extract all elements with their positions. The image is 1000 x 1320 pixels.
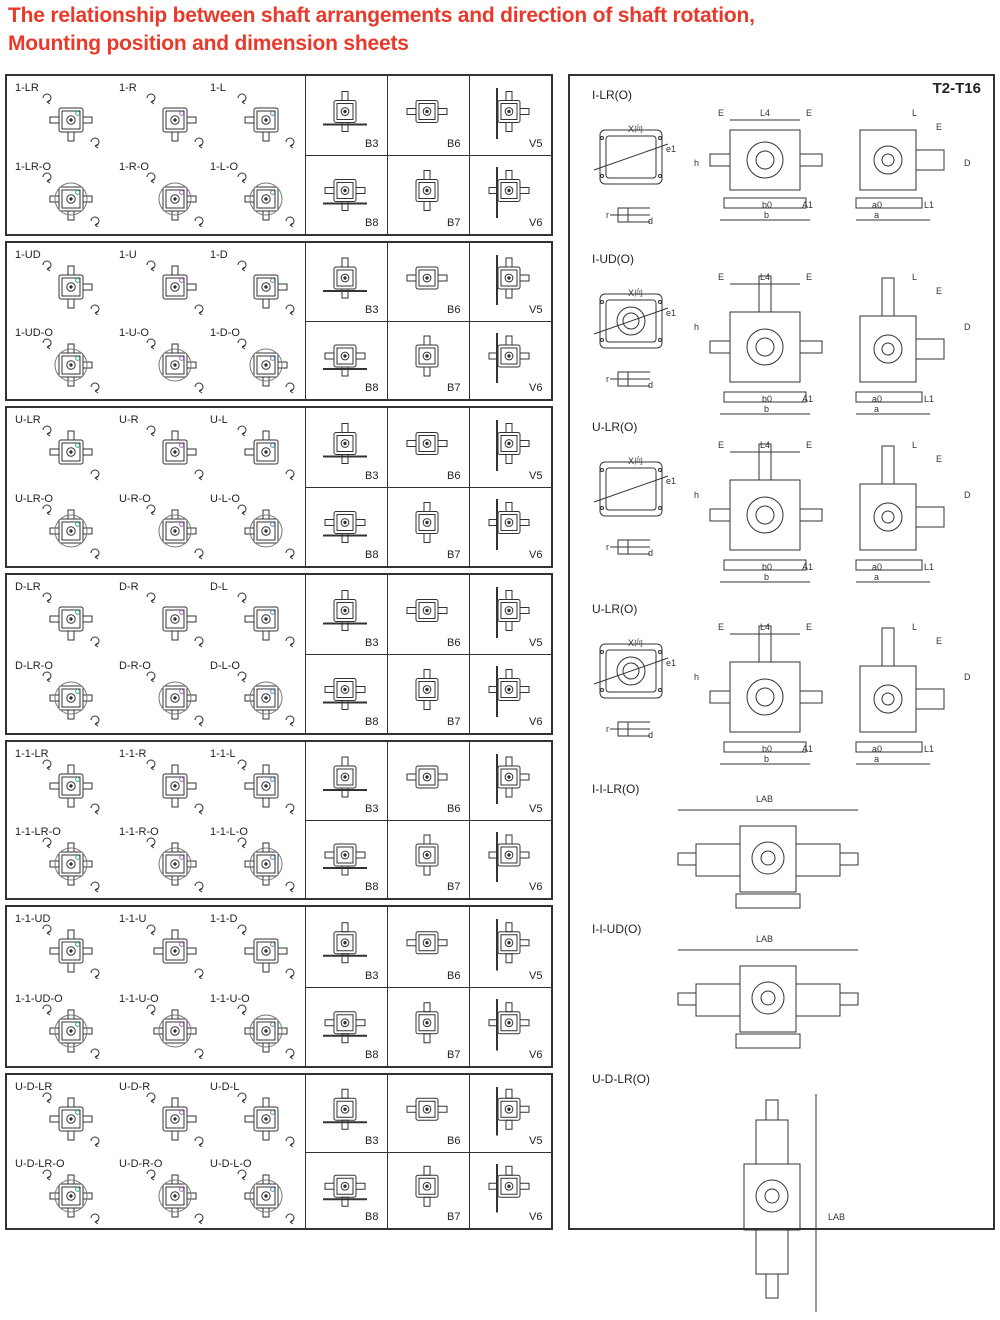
arrangement-diagram <box>137 832 213 896</box>
dimension-label: r <box>606 542 609 552</box>
dimension-label: L <box>912 108 918 118</box>
arrangement-label: U-D-L-O <box>210 1157 252 1170</box>
dimension-label: d <box>648 548 654 558</box>
dimension-label: X向 <box>628 288 644 298</box>
arrangement-label: U-L <box>210 414 228 426</box>
mounting-position-label: B7 <box>447 382 461 394</box>
dimension-label: a <box>874 754 880 764</box>
arrangement-label: 1-1-UD <box>15 913 51 925</box>
arrangement-label: 1-LR <box>15 82 39 94</box>
dimension-label: b <box>764 572 770 582</box>
section-title: U-D-LR(O) <box>592 1072 650 1086</box>
arrangement-group <box>5 905 553 1068</box>
mounting-position-label: V6 <box>529 716 543 728</box>
arrangement-label: 1-1-LR-O <box>15 826 61 838</box>
mounting-position-label: V5 <box>529 803 543 815</box>
arrangement-label: U-D-L <box>210 1081 240 1093</box>
mounting-position-label: V6 <box>529 1049 543 1061</box>
mounting-position-label: B8 <box>365 217 379 229</box>
dimension-label: b0 <box>762 394 773 404</box>
dimension-label: D <box>964 672 971 682</box>
mounting-position-label: B3 <box>365 969 379 982</box>
arrangement-diagram <box>137 333 213 397</box>
arrangement-diagram <box>33 919 109 983</box>
dimension-label: L1 <box>924 200 935 210</box>
dimension-label: b0 <box>762 562 773 572</box>
dimension-label: a <box>874 572 880 582</box>
grid-divider <box>305 321 551 322</box>
dimension-label: L <box>912 272 918 282</box>
dimension-label: h <box>694 158 700 168</box>
mounting-position-label: B6 <box>447 637 461 649</box>
dimension-label: a0 <box>872 744 883 754</box>
arrangement-label: 1-UD <box>15 249 41 261</box>
dimension-label: L4 <box>760 440 771 450</box>
page-title-line2: Mounting position and dimension sheets <box>8 32 409 55</box>
section-title: I-LR(O) <box>592 88 632 102</box>
arrangement-label: 1-D <box>210 249 228 261</box>
arrangement-diagram <box>33 999 109 1063</box>
dimension-label: e1 <box>666 144 677 154</box>
dimension-label: E <box>806 440 813 450</box>
mounting-position-label: B8 <box>365 549 379 561</box>
combined-view <box>720 1090 910 1320</box>
arrangement-diagram <box>137 1087 213 1151</box>
dimension-label: L4 <box>760 108 771 118</box>
arrangement-label: U-R-O <box>119 493 151 505</box>
arrangement-diagram <box>228 420 304 484</box>
grid-divider <box>305 820 551 821</box>
arrangement-label: 1-L <box>210 82 226 94</box>
arrangement-label: 1-U-O <box>119 327 149 339</box>
arrangement-diagram <box>137 587 213 651</box>
arrangement-label: 1-1-UD-O <box>15 992 63 1005</box>
mounting-position-label: B7 <box>447 716 461 728</box>
dimension-label: D <box>964 158 971 168</box>
arrangement-diagram <box>228 255 304 319</box>
arrangement-diagram <box>137 754 213 818</box>
arrangement-diagram <box>228 1164 304 1228</box>
mounting-position-label: B8 <box>365 1211 379 1223</box>
dimension-label: L4 <box>760 622 771 632</box>
arrangement-label: 1-R-O <box>119 161 149 173</box>
dimension-label: L1 <box>924 744 935 754</box>
arrangement-label: 1-1-U-O <box>119 992 159 1005</box>
arrangement-label: 1-1-L-O <box>210 826 248 838</box>
mounting-position-label: B8 <box>365 1049 379 1061</box>
arrangement-diagram <box>33 167 109 231</box>
side-view <box>850 440 970 590</box>
side-view <box>850 272 970 422</box>
dimension-label: L1 <box>924 394 935 404</box>
arrangement-diagram <box>228 666 304 730</box>
arrangement-diagram <box>228 167 304 231</box>
mounting-position-label: B3 <box>365 138 379 150</box>
page-title-line1: The relationship between shaft arrangements and direction of shaft rotation, <box>8 4 755 27</box>
mounting-position-label: B6 <box>447 1134 461 1147</box>
arrangement-diagram <box>228 333 304 397</box>
dimension-label: E <box>718 108 725 118</box>
arrangement-label: 1-LR-O <box>15 161 52 173</box>
section-title: U-LR(O) <box>592 420 638 434</box>
side-view <box>850 108 970 228</box>
dimension-label: a0 <box>872 394 883 404</box>
dimension-panel <box>568 74 995 1230</box>
dimension-label: b0 <box>762 200 773 210</box>
arrangement-label: 1-1-U <box>119 913 147 925</box>
arrangement-diagram <box>228 919 304 983</box>
dimension-label: E <box>718 622 725 632</box>
dimension-label: E <box>936 122 943 132</box>
arrangement-diagram <box>228 88 304 152</box>
mounting-position-label: V5 <box>529 637 543 649</box>
arrangement-group <box>5 406 553 568</box>
mounting-position-label: B6 <box>447 138 461 150</box>
mounting-position-label: B8 <box>365 716 379 728</box>
dimension-label: LAB <box>756 794 774 804</box>
arrangement-label: 1-1-LR <box>15 748 49 760</box>
dimension-label: b <box>764 404 770 414</box>
dimension-label: L1 <box>924 562 935 572</box>
arrangement-diagram <box>228 999 304 1063</box>
arrangement-group <box>5 241 553 401</box>
mounting-position-label: V5 <box>529 1134 543 1147</box>
arrangement-diagram <box>228 587 304 651</box>
mounting-position-label: B7 <box>447 881 461 893</box>
dimension-label: E <box>936 636 943 646</box>
arrangement-group <box>5 74 553 236</box>
arrangement-label: U-D-R-O <box>119 1157 163 1170</box>
arrangement-label: 1-1-D <box>210 913 238 925</box>
arrangement-diagram <box>137 1164 213 1228</box>
arrangement-diagram <box>33 754 109 818</box>
mounting-position-label: B8 <box>365 881 379 893</box>
section-title: I-I-LR(O) <box>592 782 640 796</box>
dimension-label: D <box>964 322 971 332</box>
section-title: I-I-UD(O) <box>592 922 642 936</box>
dimension-label: b <box>764 210 770 220</box>
dimension-label: A1 <box>802 562 814 572</box>
mounting-position-label: V6 <box>529 881 543 893</box>
mounting-position-label: B3 <box>365 803 379 815</box>
arrangement-label: 1-1-R-O <box>119 826 159 838</box>
side-view <box>850 622 970 772</box>
arrangement-diagram <box>228 754 304 818</box>
mounting-position-label: B6 <box>447 803 461 815</box>
mounting-position-label: V6 <box>529 217 543 229</box>
dimension-label: a <box>874 210 880 220</box>
dimension-label: A1 <box>802 394 814 404</box>
dimension-label: b <box>764 754 770 764</box>
grid-divider <box>305 987 551 988</box>
dimension-label: A1 <box>802 200 814 210</box>
dimension-label: d <box>648 216 654 226</box>
arrangement-label: D-LR-O <box>15 660 53 672</box>
mounting-position-label: V5 <box>529 969 543 982</box>
arrangement-diagram <box>228 832 304 896</box>
dimension-label: d <box>648 730 654 740</box>
arrangement-diagram <box>137 88 213 152</box>
dimension-label: h <box>694 672 700 682</box>
mounting-position-label: V6 <box>529 1211 543 1223</box>
arrangement-diagram <box>33 255 109 319</box>
mounting-position-label: B7 <box>447 1211 461 1223</box>
dimension-label: LAB <box>828 1212 846 1222</box>
dimension-label: L4 <box>760 272 771 282</box>
dimension-label: a0 <box>872 200 883 210</box>
arrangement-group <box>5 740 553 900</box>
combined-view <box>674 800 864 930</box>
mounting-position-label: V6 <box>529 549 543 561</box>
arrangement-label: D-R-O <box>119 660 151 672</box>
arrangement-diagram <box>33 1087 109 1151</box>
arrangement-diagram <box>228 499 304 563</box>
arrangement-diagram <box>137 999 213 1063</box>
section-title: I-UD(O) <box>592 252 634 266</box>
grid-divider <box>305 155 551 156</box>
arrangement-diagram <box>137 255 213 319</box>
arrangement-diagram <box>33 666 109 730</box>
arrangement-diagram <box>33 420 109 484</box>
mounting-position-label: B6 <box>447 304 461 316</box>
arrangement-diagram <box>33 832 109 896</box>
arrangement-group <box>5 573 553 735</box>
dimension-label: r <box>606 724 609 734</box>
dimension-label: e1 <box>666 308 677 318</box>
arrangement-label: D-R <box>119 581 139 593</box>
arrangement-label: 1-1-U-O <box>210 992 250 1005</box>
arrangement-label: U-D-LR-O <box>15 1157 65 1170</box>
model-label: T2-T16 <box>932 80 981 97</box>
dimension-label: E <box>806 622 813 632</box>
dimension-label: e1 <box>666 476 677 486</box>
mounting-position-label: B3 <box>365 637 379 649</box>
arrangement-label: D-LR <box>15 581 41 593</box>
arrangement-label: U-D-R <box>119 1081 151 1093</box>
dimension-label: a0 <box>872 562 883 572</box>
arrangement-label: D-L-O <box>210 660 240 672</box>
arrangement-diagram <box>228 1087 304 1151</box>
arrangement-label: U-R <box>119 414 139 426</box>
arrangement-label: 1-D-O <box>210 327 240 339</box>
arrangement-label: 1-U <box>119 249 137 261</box>
arrangement-diagram <box>33 1164 109 1228</box>
mounting-position-label: B8 <box>365 382 379 394</box>
grid-divider <box>305 654 551 655</box>
dimension-label: b0 <box>762 744 773 754</box>
dimension-label: E <box>718 440 725 450</box>
arrangement-diagram <box>137 420 213 484</box>
mounting-position-label: B6 <box>447 470 461 482</box>
arrangement-diagram <box>137 919 213 983</box>
arrangement-diagram <box>33 88 109 152</box>
mounting-position-label: V6 <box>529 382 543 394</box>
arrangement-diagram <box>33 499 109 563</box>
dimension-label: X向 <box>628 456 644 466</box>
arrangement-label: U-L-O <box>210 493 240 505</box>
dimension-label: r <box>606 210 609 220</box>
arrangement-diagram <box>33 333 109 397</box>
dimension-label: A1 <box>802 744 814 754</box>
dimension-label: d <box>648 380 654 390</box>
arrangement-diagram <box>137 167 213 231</box>
dimension-label: E <box>806 272 813 282</box>
arrangement-label: 1-L-O <box>210 161 239 173</box>
dimension-label: E <box>936 286 943 296</box>
arrangement-label: U-D-LR <box>15 1081 53 1093</box>
mounting-position-label: V5 <box>529 470 543 482</box>
mounting-position-label: B3 <box>365 470 379 482</box>
arrangement-label: 1-1-L <box>210 748 236 760</box>
arrangement-diagram <box>137 666 213 730</box>
dimension-label: h <box>694 490 700 500</box>
dimension-label: L <box>912 440 918 450</box>
arrangement-label: 1-UD-O <box>15 327 53 339</box>
grid-divider <box>305 1152 551 1153</box>
arrangement-label: U-LR <box>15 414 41 426</box>
dimension-label: e1 <box>666 658 677 668</box>
arrangement-label: D-L <box>210 581 228 593</box>
front-view <box>700 108 840 228</box>
arrangement-label: U-LR-O <box>15 493 53 505</box>
section-title: U-LR(O) <box>592 602 638 616</box>
grid-divider <box>305 487 551 488</box>
dimension-label: r <box>606 374 609 384</box>
mounting-position-label: B6 <box>447 969 461 982</box>
dimension-label: a <box>874 404 880 414</box>
arrangement-diagram <box>33 587 109 651</box>
dimension-label: X向 <box>628 638 644 648</box>
dimension-label: L <box>912 622 918 632</box>
dimension-label: LAB <box>756 934 774 944</box>
arrangement-label: 1-1-R <box>119 748 147 760</box>
mounting-position-label: B7 <box>447 1049 461 1061</box>
dimension-label: h <box>694 322 700 332</box>
combined-view <box>674 940 864 1070</box>
dimension-label: E <box>936 454 943 464</box>
arrangement-diagram <box>137 499 213 563</box>
dimension-label: X向 <box>628 124 644 134</box>
mounting-position-label: B7 <box>447 217 461 229</box>
dimension-label: E <box>806 108 813 118</box>
mounting-position-label: B3 <box>365 304 379 316</box>
mounting-position-label: B3 <box>365 1134 379 1147</box>
dimension-label: D <box>964 490 971 500</box>
mounting-position-label: B7 <box>447 549 461 561</box>
mounting-position-label: V5 <box>529 138 543 150</box>
mounting-position-label: V5 <box>529 304 543 316</box>
arrangement-group <box>5 1073 553 1230</box>
arrangement-label: 1-R <box>119 82 137 94</box>
dimension-label: E <box>718 272 725 282</box>
